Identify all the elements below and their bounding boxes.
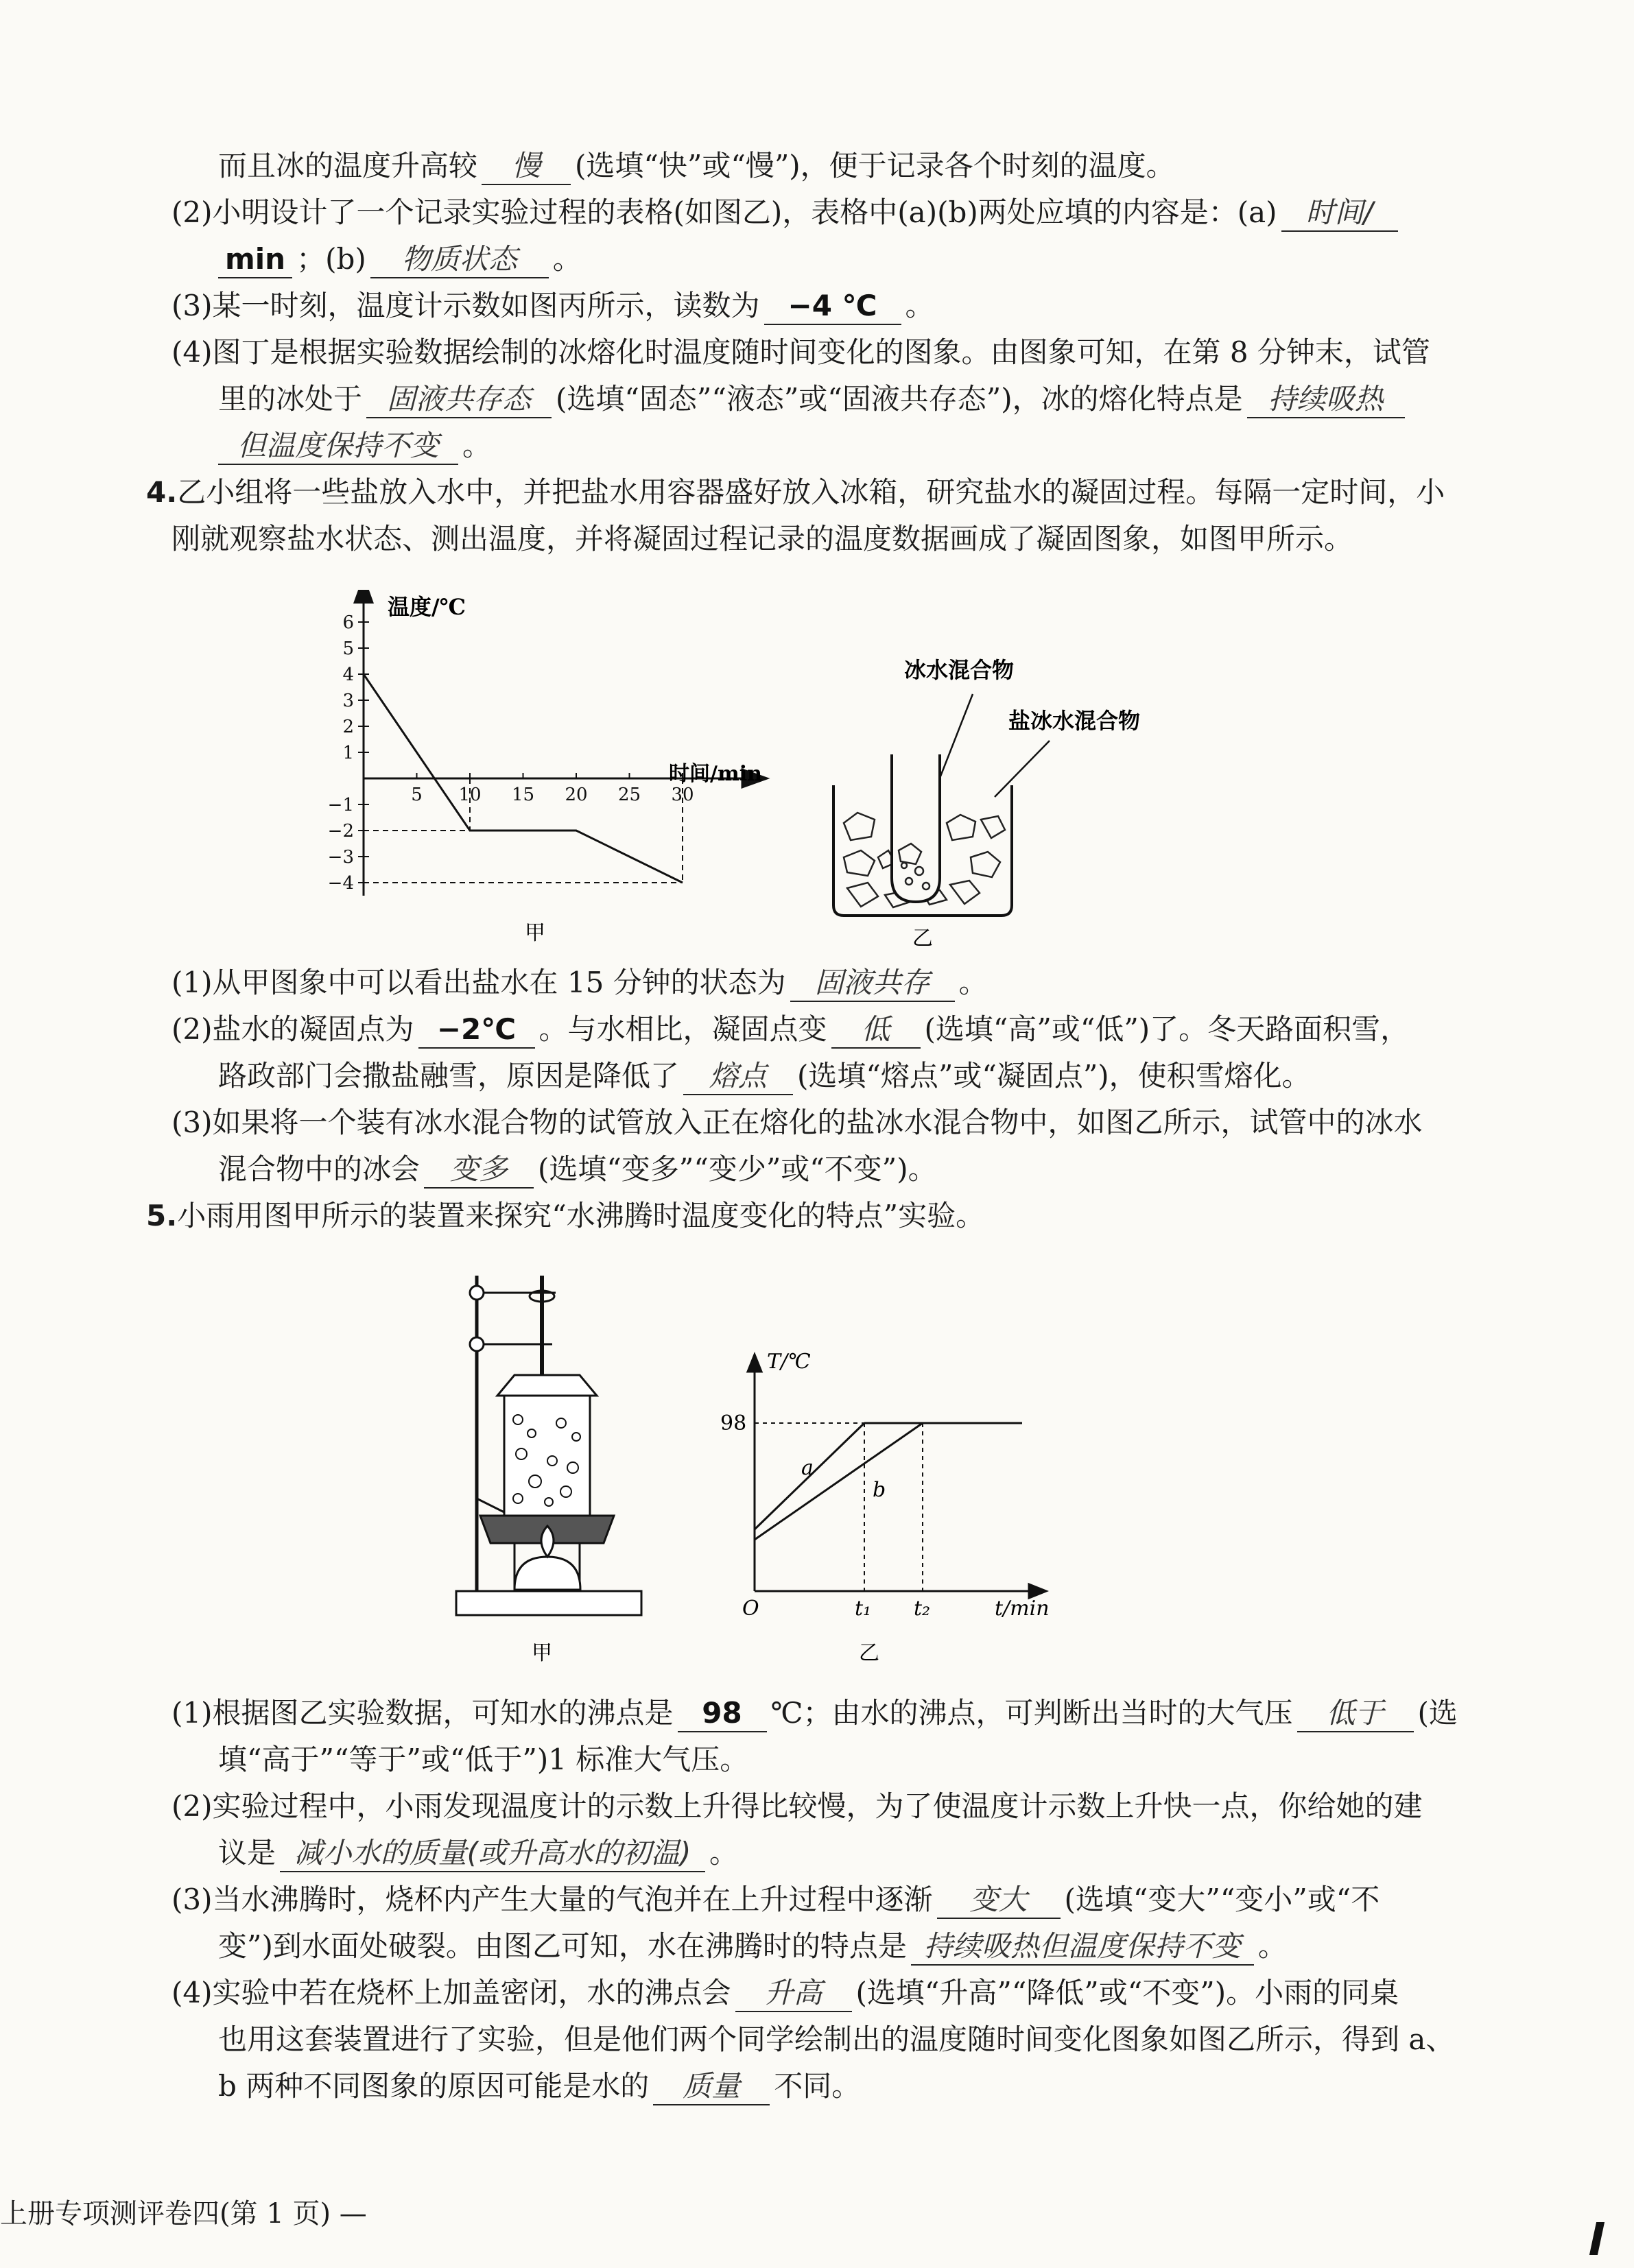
label-ice-water-mixture: 冰水混合物 [904,657,1015,683]
text: 而且冰的温度升高较 [218,149,478,182]
answer-blank: 变多 [424,1151,534,1189]
answer-blank: 质量 [653,2068,770,2105]
text: (选 [1417,1696,1458,1730]
stand-base [456,1591,641,1615]
q4-part-2-line-1 [171,1010,1409,1049]
text: (选填“固态”“液态”或“固液共存态”)，冰的熔化特点是 [556,382,1243,416]
text: 也用这套装置进行了实验，但是他们两个同学绘制出的温度随时间变化图象如图乙所示，得到 a、 [218,2022,1455,2056]
q4-stem-line-1 [146,473,1445,512]
x-axis-arrow [1029,1584,1046,1598]
text: 小雨用图甲所示的装置来探究“水沸腾时温度变化的特点”实验。 [177,1199,985,1232]
text: (1)从甲图象中可以看出盐水在 15 分钟的状态为 [171,966,786,999]
q3-part-4-line-2 [218,380,1409,418]
corner-mark [1589,2222,1605,2255]
text: 。 [905,289,934,322]
text: (选填“变大”“变小”或“不 [1064,1883,1380,1916]
q5-part-4-line-1 [171,1974,1399,2012]
text: (1)根据图乙实验数据，可知水的沸点是 [171,1696,674,1730]
text: (选填“快”或“慢”)，便于记录各个时刻的温度。 [575,149,1175,182]
q3-part-2-line-1 [171,193,1402,232]
y-tick-label: −1 [327,795,354,815]
text: (选填“变多”“变少”或“不变”)。 [538,1152,937,1186]
answer-blank: 时间/ [1281,195,1398,232]
text: (选填“升高”“降低”或“不变”)。小雨的同桌 [855,1976,1399,2009]
answer-blank: min [218,241,292,278]
x-tick-label: 30 [671,785,694,805]
y-tick-98: 98 [720,1411,747,1435]
ring-arm [477,1499,504,1512]
x-tick-label: 25 [617,785,641,805]
q3-part-4-line-1 [171,333,1430,372]
q3-part-2-line-2 [218,240,582,278]
figure-caption: 乙 [859,1641,879,1665]
series-b-label: b [873,1478,886,1502]
answer-blank: 物质状态 [370,241,549,278]
x-tick-t2: t₂ [914,1597,931,1621]
q4-part-3-line-1 [171,1103,1423,1142]
y-axis-label: 温度/℃ [388,594,466,620]
clamp-knob [470,1337,484,1351]
text: (3)如果将一个装有冰水混合物的试管放入正在熔化的盐冰水混合物中，如图乙所示，试管中的冰水 [171,1106,1423,1139]
text: 里的冰处于 [218,382,363,416]
question-number: 4. [146,475,178,509]
origin-label: O [742,1597,759,1621]
series-b-line [755,1423,923,1540]
x-tick-label: 20 [565,785,588,805]
text: 。 [552,242,582,276]
text: (3)某一时刻，温度计示数如图丙所示，读数为 [171,289,760,322]
alcohol-lamp [514,1557,580,1590]
figure-caption: 甲 [532,1641,552,1665]
q5-part-3-line-1 [171,1881,1380,1919]
y-axis-arrow [748,1354,761,1372]
answer-blank: 持续吸热 [1247,381,1405,418]
x-tick-label: 15 [511,785,535,805]
answer-blank: 减小水的质量(或升高水的初温) [280,1835,705,1872]
text: 路政部门会撒盐融雪，原因是降低了 [218,1059,680,1093]
q5-part-4-line-2 [218,2020,1454,2059]
y-tick-label: 2 [342,717,354,737]
q3-line-1 [218,147,1175,185]
text: (2)实验过程中，小雨发现温度计的示数上升得比较慢，为了使温度计示数上升快一点，你给她的建 [171,1789,1423,1823]
x-tick-label: 5 [411,785,423,805]
x-axis-label: t/min [995,1597,1050,1621]
text: 混合物中的冰会 [218,1152,421,1186]
y-tick-label: 3 [342,691,354,711]
text: 变”)到水面处破裂。由图乙可知，水在沸腾时的特点是 [218,1929,907,1963]
q5-part-2-line-2 [218,1834,738,1872]
y-axis-label: T/℃ [767,1350,811,1374]
text: 乙小组将一些盐放入水中，并把盐水用容器盛好放入冰箱，研究盐水的凝固过程。每隔一定时间，小 [177,475,1445,509]
text: 不同。 [774,2069,861,2103]
boiling-temperature-chart [713,1344,1098,1667]
text: 。 [958,966,988,999]
text: (4)实验中若在烧杯上加盖密闭，水的沸点会 [171,1976,731,2009]
text: (选填“熔点”或“凝固点”)，使积雪熔化。 [797,1059,1311,1093]
y-tick-label: 1 [342,743,354,763]
y-tick-label: −3 [327,847,354,868]
q5-part-4-line-3 [218,2067,860,2105]
answer-blank: 变大 [937,1882,1061,1919]
q5-part-1-line-2 [218,1741,748,1779]
clamp-knob [470,1286,484,1300]
answer-blank: 但温度保持不变 [218,428,458,465]
q5-stem [146,1197,984,1235]
x-tick-t1: t₁ [855,1597,872,1621]
answer-blank: −2℃ [418,1012,535,1049]
boiling-apparatus-figure [439,1262,659,1673]
footer-text: 上册专项测评卷四(第 1 页) — [0,2198,367,2230]
answer-blank: 低于 [1297,1695,1414,1732]
answer-blank: 熔点 [683,1058,793,1095]
q4-stem-line-2 [171,520,1353,558]
q3-part-3 [171,287,934,325]
figure-caption: 甲 [525,921,545,945]
text: (3)当水沸腾时，烧杯内产生大量的气泡并在上升过程中逐渐 [171,1883,933,1916]
test-tube [892,754,940,902]
answer-blank: 持续吸热但温度保持不变 [911,1929,1254,1966]
y-tick-label: 5 [342,638,354,659]
q4-part-1 [171,964,988,1002]
label-salt-ice-water-mixture: 盐冰水混合物 [1008,708,1141,734]
text: 填“高于”“等于”或“低于”)1 标准大气压。 [218,1743,749,1776]
text: b 两种不同图象的原因可能是水的 [218,2069,650,2103]
text: (选填“高”或“低”)了。冬天路面积雪， [924,1012,1410,1046]
answer-blank: 98 [678,1695,767,1732]
text: 。 [709,1836,739,1870]
beaker-lid [497,1375,597,1396]
text: ℃；由水的沸点，可判断出当时的大气压 [770,1696,1293,1730]
leader-line [995,741,1050,797]
text: 。 [462,429,492,462]
text: (2)盐水的凝固点为 [171,1012,414,1046]
q3-part-4-line-3 [218,427,491,465]
y-tick-label: 4 [342,665,354,685]
x-axis-label: 时间/min [669,762,762,786]
answer-blank: 升高 [735,1975,852,2012]
answer-blank: 慢 [482,148,571,185]
q4-part-2-line-2 [218,1057,1311,1095]
answer-blank: −4 ℃ [764,288,901,325]
question-number: 5. [146,1199,178,1232]
salt-ice-beaker-figure [823,652,1180,953]
text: (4)图丁是根据实验数据绘制的冰熔化时温度随时间变化的图象。由图象可知，在第 8 分钟末，试管 [171,335,1430,369]
q5-part-1-line-1 [171,1694,1458,1732]
y-tick-label: −2 [327,821,354,841]
text: 刚就观察盐水状态、测出温度，并将凝固过程记录的温度数据画成了凝固图象，如图甲所示。 [171,522,1353,556]
answer-blank: 固液共存态 [366,381,552,418]
text: 议是 [218,1836,276,1870]
text: 。与水相比，凝固点变 [538,1012,827,1046]
page-footer [0,2195,367,2233]
q5-part-3-line-2 [218,1927,1287,1966]
answer-blank: 固液共存 [790,965,955,1002]
flame [541,1526,554,1557]
text: ；(b) [296,242,366,276]
series-a-label: a [801,1456,814,1480]
answer-blank: 低 [831,1012,921,1049]
q5-part-2-line-1 [171,1787,1423,1826]
text: (2)小明设计了一个记录实验过程的表格(如图乙)，表格中(a)(b)两处应填的内容是：(a) [171,195,1277,229]
text: 。 [1257,1929,1287,1963]
y-tick-label: −4 [327,873,354,894]
figure-caption: 乙 [912,927,933,951]
q4-part-3-line-2 [218,1150,937,1189]
x-tick-label: 10 [458,785,482,805]
salt-water-solidification-chart [302,590,796,953]
y-tick-label: 6 [342,612,354,633]
